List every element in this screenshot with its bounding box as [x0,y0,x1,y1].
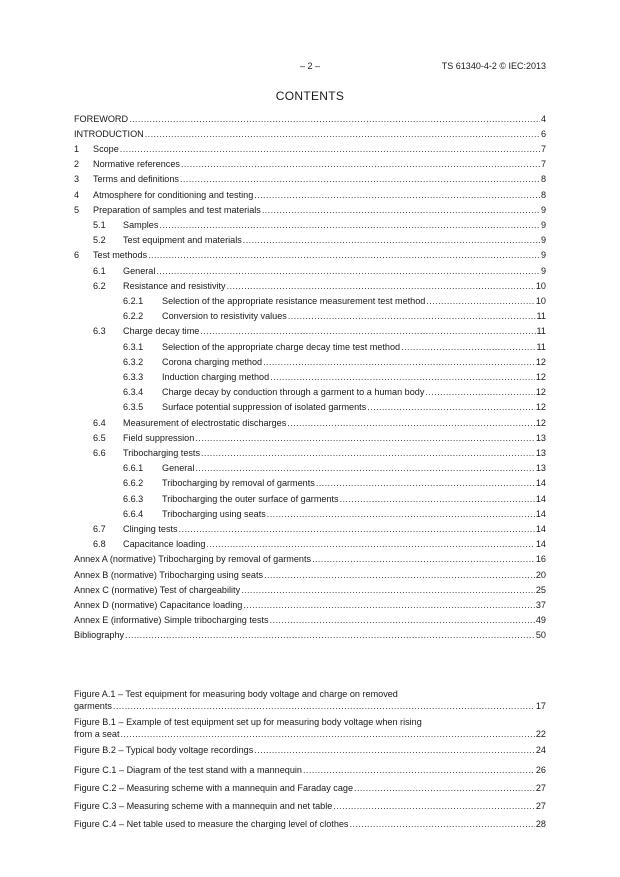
toc-entry-title: Tribocharging the outer surface of garments [162,493,339,504]
toc-entry-title: General [123,265,156,276]
toc-entry-title: Terms and definitions [93,174,179,185]
toc-entry-title: Surface potential suppression of isolated garments [162,402,367,413]
toc-entry-title: Annex C (normative) Test of chargeability [74,584,241,595]
toc-entry-page: 8 [540,174,546,185]
dot-leader [349,818,534,831]
toc-entry-page: 49 [535,615,546,626]
toc-entry-number: 6.6.2 [123,478,144,489]
toc-entry-page: 14 [535,478,546,489]
figure-entry[interactable] [74,782,546,795]
toc-entry-title: Charge decay by conduction through a garment to a human body [162,387,425,398]
toc-entry-page: 12 [535,356,546,367]
toc-entry-page: 13 [535,432,546,443]
toc-entry-number: 1 [74,143,80,154]
toc-entry-number: 6.3.3 [123,371,144,382]
toc-entry-number: 6.4 [93,417,106,428]
figure-entry-continuation: garments [74,701,112,711]
toc-entry-number: 6.3.4 [123,387,144,398]
toc-entry-title: Samples [123,219,159,230]
dot-leader [333,800,535,813]
toc-entry-number: 5 [74,204,80,215]
toc-entry-page: 12 [535,371,546,382]
toc-entry-number: 6.2.2 [123,311,144,322]
toc-entry-page: 14 [535,539,546,550]
toc-entry-number: 6.3.2 [123,356,144,367]
toc-entry-number: 6.6 [93,447,106,458]
toc-entry-page: 10 [535,295,546,306]
figure-entry-title: Figure C.2 – Measuring scheme with a mannequin and Faraday cage [74,783,354,793]
toc-entry-number: 6.1 [93,265,106,276]
toc-entry-number: 6.6.4 [123,508,144,519]
dot-leader [303,764,535,777]
toc-entry-title: Test equipment and materials [123,235,242,246]
toc-entry-page: 12 [535,402,546,413]
toc-entry-number: 6.3.1 [123,341,144,352]
toc-entry-title: Annex E (informative) Simple tribocharging tests [74,615,269,626]
figure-entry[interactable] [74,818,546,831]
figure-entry[interactable] [74,800,546,813]
toc-entry-number: 3 [74,174,80,185]
toc-entry-number: 6 [74,250,80,261]
toc-entry-page: 11 [536,341,546,352]
toc-entry-title: Preparation of samples and test materials [93,204,261,215]
toc-entry-title: Scope [93,143,119,154]
toc-entry-page: 12 [535,387,546,398]
toc-entry-page: 6 [540,128,546,139]
toc-entry-number: 6.8 [93,539,106,550]
toc-entry-page: 7 [540,159,546,170]
toc-entry-number: 6.5 [93,432,106,443]
figure-entry-page: 17 [535,701,546,711]
toc-entry-number: 6.6.1 [123,463,144,474]
toc-entry-title: Annex D (normative) Capacitance loading [74,599,243,610]
figure-entry-continuation: from a seat [74,729,120,739]
dot-leader [354,782,535,795]
toc-entry-title: Conversion to resistivity values [162,311,287,322]
figure-entry[interactable] [74,700,546,713]
dot-leader [121,728,535,741]
toc-entry-page: 37 [535,599,546,610]
dot-leader [113,700,535,713]
toc-entry-page: 9 [540,204,546,215]
toc-entry-page: 9 [540,250,546,261]
toc-entry-page: 4 [540,113,546,124]
toc-entry-title: Resistance and resistivity [123,280,226,291]
list-of-figures [74,0,546,877]
toc-entry-title: Bibliography [74,630,125,641]
toc-entry-title: Normative references [93,159,180,170]
toc-entry-page: 11 [536,326,546,337]
toc-entry-page: 14 [535,523,546,534]
toc-entry-page: 12 [535,417,546,428]
toc-entry-page: 20 [535,569,546,580]
figure-entry-page: 28 [535,819,546,829]
figure-entry-title: Figure C.3 – Measuring scheme with a mannequin and net table [74,801,333,811]
toc-entry-title: Test methods [93,250,148,261]
toc-entry-number: 4 [74,189,80,200]
toc-entry-title: Corona charging method [162,356,263,367]
figure-entry-title: Figure B.1 – Example of test equipment set up for measuring body voltage when rising [74,717,422,727]
toc-entry-page: 9 [540,235,546,246]
toc-entry-title: Selection of the appropriate charge decay time test method [162,341,401,352]
toc-entry-title: Selection of the appropriate resistance measurement test method [162,295,426,306]
page-number: – 2 – [299,61,321,71]
toc-entry-title: Charge decay time [123,326,200,337]
figure-entry-title: Figure A.1 – Test equipment for measuring body voltage and charge on removed [74,689,398,699]
toc-entry-title: Induction charging method [162,371,270,382]
figure-entry-title: Figure C.4 – Net table used to measure the charging level of clothes [74,819,349,829]
toc-entry-title: Field suppression [123,432,195,443]
toc-entry-page: 7 [540,143,546,154]
toc-entry-page: 13 [535,463,546,474]
toc-entry-title: Atmosphere for conditioning and testing [93,189,254,200]
toc-entry-page: 25 [535,584,546,595]
toc-entry-number: 5.1 [93,219,106,230]
toc-entry-title: General [162,463,195,474]
toc-entry-number: 6.3 [93,326,106,337]
figure-entry-page: 26 [535,765,546,775]
toc-entry-title: Annex A (normative) Tribocharging by removal of garments [74,554,312,565]
toc-entry-number: 6.7 [93,523,106,534]
document-code: TS 61340-4-2 © IEC:2013 [441,61,546,71]
figure-entry[interactable] [74,764,546,777]
page-title: CONTENTS [275,89,345,103]
toc-entry-page: 14 [535,508,546,519]
figure-entry-page: 24 [535,745,546,755]
figure-entry[interactable] [74,728,546,741]
toc-entry-title: Tribocharging using seats [162,508,266,519]
toc-entry-page: 50 [535,630,546,641]
figure-entry[interactable] [74,744,546,757]
toc-entry-number: 6.3.5 [123,402,144,413]
figure-entry-page: 27 [535,783,546,793]
toc-entry-title: Tribocharging tests [123,447,200,458]
toc-entry-number: 6.6.3 [123,493,144,504]
toc-entry-number: 6.2.1 [123,295,144,306]
toc-entry-title: INTRODUCTION [74,128,144,139]
dot-leader [254,744,535,757]
toc-entry-page: 10 [535,280,546,291]
toc-entry-page: 13 [535,447,546,458]
toc-entry-title: Tribocharging by removal of garments [162,478,315,489]
figure-entry-title: Figure B.2 – Typical body voltage recordings [74,745,254,755]
toc-entry-number: 5.2 [93,235,106,246]
toc-entry-page: 11 [536,311,546,322]
toc-entry-title: Clinging tests [123,523,178,534]
toc-entry-title: Capacitance loading [123,539,206,550]
toc-entry-page: 8 [540,189,546,200]
figure-entry-page: 27 [535,801,546,811]
toc-entry-title: FOREWORD [74,113,129,124]
toc-entry-title: Annex B (normative) Tribocharging using seats [74,569,264,580]
toc-entry-page: 16 [535,554,546,565]
toc-entry-page: 9 [540,265,546,276]
toc-entry-title: Measurement of electrostatic discharges [123,417,287,428]
toc-entry-page: 9 [540,219,546,230]
toc-entry-page: 14 [535,493,546,504]
figure-entry-page: 22 [535,729,546,739]
toc-entry-number: 2 [74,159,80,170]
figure-entry-title: Figure C.1 – Diagram of the test stand with a mannequin [74,765,302,775]
toc-entry-number: 6.2 [93,280,106,291]
